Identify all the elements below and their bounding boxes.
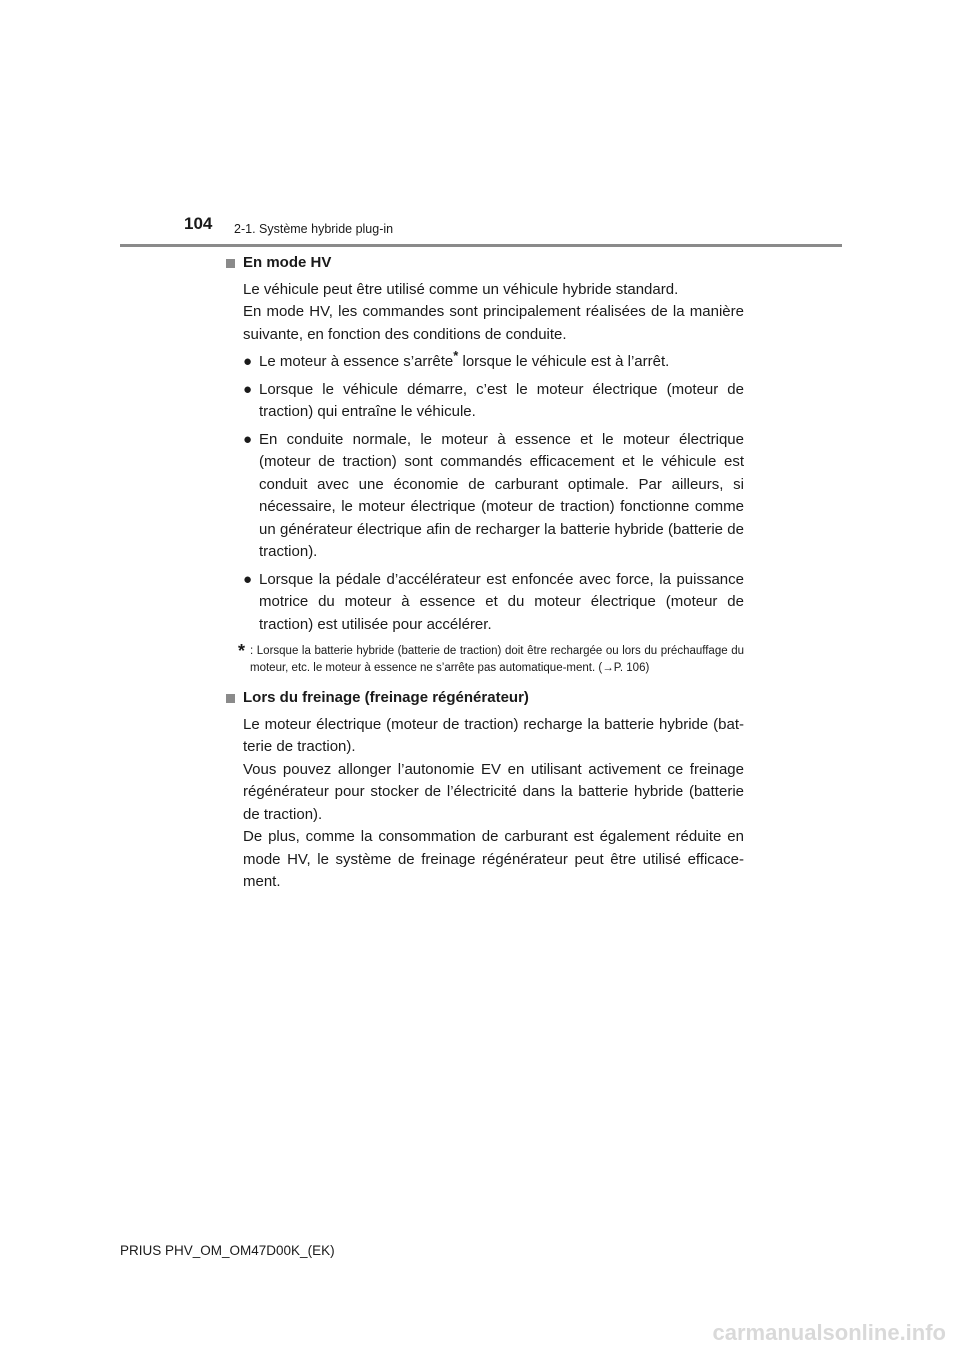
header-rule: [120, 244, 842, 247]
section-heading-hv-mode: [226, 252, 744, 275]
bullet-text: En conduite normale, le moteur à essence et le moteur électrique (moteur de traction) sont commandés efficacement et le véhicule est conduit avec une économie de carburant optimale. Par ailleurs, si nécessaire, le moteur électrique (moteur de traction) fonctionne comme un générateur électrique afin de recharger la batterie hybride (batterie de traction).: [259, 430, 744, 560]
paragraph: De plus, comme la consommation de carburant est également réduite en mode HV, le système de freinage régénérateur peut être utilisé efficace-ment.: [243, 828, 744, 890]
paragraph: Le véhicule peut être utilisé comme un véhicule hybride standard.: [243, 280, 679, 298]
bullet-text-part: lorsque le véhicule est à l’arrêt.: [458, 353, 670, 370]
watermark: carmanualsonline.info: [712, 1320, 946, 1345]
bullet-text: [259, 348, 744, 374]
page-number: 104: [184, 214, 213, 233]
paragraph: Vous pouvez allonger l’autonomie EV en utilisant activement ce freinage régénérateur pour stocker de l’électricité dans la batterie hybride (batterie de traction).: [243, 760, 744, 823]
heading-text: Lors du freinage (freinage régénérateur): [243, 689, 529, 706]
bullet-text: Lorsque le véhicule démarre, c’est le moteur électrique (moteur de traction) qui entraîne le véhicule.: [259, 380, 744, 420]
bullet-item: [243, 569, 744, 637]
bullet-item: [243, 379, 744, 424]
round-bullet-icon: ●: [243, 570, 253, 588]
document-code: PRIUS PHV_OM_OM47D00K_(EK): [120, 1243, 335, 1258]
footnote-marker: *: [453, 348, 459, 363]
square-bullet-icon: [226, 259, 235, 268]
footnote: [238, 643, 744, 677]
bullet-item: [243, 348, 744, 374]
paragraph: Le moteur électrique (moteur de traction) recharge la batterie hybride (bat-terie de traction).: [243, 715, 744, 755]
footnote-text: : Lorsque la batterie hybride (batterie de traction) doit être rechargée ou lors du préchauffage du moteur, etc. le moteur à essence ne s’arrête pas automatique-ment. (→P. 106): [250, 645, 744, 674]
section-title: 2-1. Système hybride plug-in: [234, 222, 394, 236]
main-content: [226, 252, 744, 894]
heading-text: En mode HV: [243, 254, 332, 271]
square-bullet-icon: [226, 694, 235, 703]
bullet-text: Lorsque la pédale d’accélérateur est enfoncée avec force, la puissance motrice du moteur à essence et du moteur électrique (moteur de traction) est utilisée pour accélérer.: [259, 570, 744, 633]
footnote-star: *: [238, 641, 246, 661]
round-bullet-icon: ●: [243, 353, 253, 370]
section-heading-regenerative-braking: [226, 687, 744, 710]
paragraph: En mode HV, les commandes sont principalement réalisées de la manière suivante, en fonction des conditions de conduite.: [243, 303, 744, 343]
round-bullet-icon: ●: [243, 430, 253, 448]
bullet-text-part: Le moteur à essence s’arrête: [259, 353, 454, 370]
round-bullet-icon: ●: [243, 380, 253, 398]
bullet-item: [243, 429, 744, 564]
